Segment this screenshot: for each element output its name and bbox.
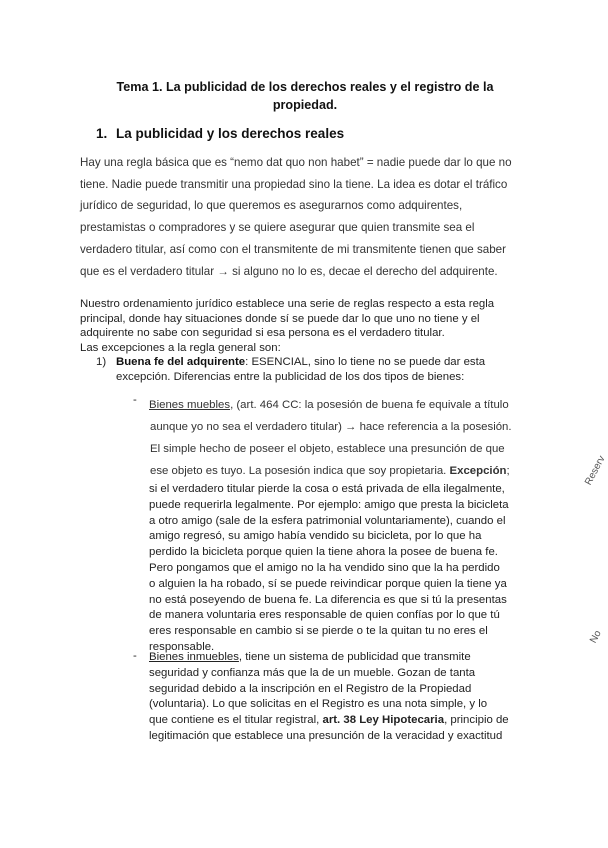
- item-rest: : ESENCIAL, sino lo tiene no se puede dar esta: [245, 356, 486, 368]
- inmuebles-line: (voluntaria). Lo que solicitas en el Registro es una nota simple, y lo: [149, 698, 488, 711]
- paragraph-line: jurídico de seguridad, lo que queremos es asegurarnos como adquirentes,: [80, 199, 463, 213]
- inmuebles-line-6: legitimación que establece una presunción de la veracidad y exactitud: [149, 729, 503, 742]
- ley-hipotecaria-ref: art. 38 Ley Hipotecaria: [322, 714, 445, 727]
- section-label: La publicidad y los derechos reales: [116, 126, 345, 141]
- detail-line: de manera voluntaria eres responsable de quien confías por lo que tú: [149, 609, 500, 622]
- paragraph-line: Nuestro ordenamiento jurídico establece una serie de reglas respecto a esta regla: [80, 298, 495, 310]
- paragraph-line: Hay una regla básica que es “nemo dat quo non habet” = nadie puede dar lo que no: [80, 156, 512, 169]
- bienes-muebles-detail: [149, 482, 529, 656]
- title-line-2: propiedad.: [272, 98, 338, 112]
- detail-line: perdido la bicicleta porque quien la tiene ahora la posee de buena fe.: [149, 546, 498, 559]
- detail-line: a otro amigo (sale de la esfera patrimonial voluntariamente), cuando el: [149, 514, 506, 527]
- exception-label: Excepción: [449, 465, 507, 477]
- detail-line: responsable.: [149, 640, 215, 653]
- inmuebles-line1-rest: , tiene un sistema de publicidad que transmite: [238, 651, 471, 663]
- bullet-dash: -: [133, 650, 137, 662]
- paragraph-line: adquirente no sabe con seguridad si esa persona es el verdadero titular.: [80, 327, 445, 340]
- inmuebles-line: seguridad debido a la inscripción en el Registro de la Propiedad: [149, 682, 472, 695]
- detail-line: puede requerirla legalmente. Por ejemplo: amigo que presta la bicicleta: [149, 498, 509, 511]
- paragraph-line: tiene. Nadie puede transmitir una propiedad sino la tiene. La idea es dotar el tráfico: [80, 177, 508, 191]
- detail-line: Pero pongamos que el amigo no la ha vendido sino que la ha perdido: [149, 561, 500, 574]
- watermark-text: No: [588, 628, 604, 646]
- intro-paragraph: [80, 152, 530, 282]
- item-line-2: excepción. Diferencias entre la publicidad de los dos tipos de bienes:: [116, 371, 465, 383]
- muebles-line-4: [149, 460, 529, 482]
- section-heading: [96, 126, 344, 141]
- title-line-1: Tema 1. La publicidad de los derechos reales y el registro de la: [116, 80, 494, 94]
- muebles-line-2: aunque yo no sea el verdadero titular) → hace referencia a la posesión.: [150, 421, 512, 433]
- item-number: 1): [96, 356, 107, 368]
- muebles-line-1: [149, 394, 529, 416]
- bienes-inmuebles-block: [149, 650, 529, 745]
- item-text: [116, 355, 485, 370]
- document-title: [100, 78, 510, 114]
- paragraph-line: que es el verdadero titular → si alguno no lo es, decae el derecho del adquirente.: [80, 264, 498, 278]
- paragraph-line: prestamistas o compradores y se quiere asegurar que quien transmite sea el: [80, 221, 475, 235]
- paragraph-line: Las excepciones a la regla general son:: [80, 341, 281, 354]
- detail-line: amigo regresó, su amigo había vendido su bicicleta, por lo que ha: [149, 530, 482, 543]
- inmuebles-line5-pre: que contiene es el titular registral,: [149, 714, 323, 727]
- muebles-line4-pre: ese objeto es tuyo. La posesión indica que soy propietaria.: [150, 465, 450, 477]
- paragraph-line: principal, donde hay situaciones donde sí se puede dar lo que uno no tiene y el: [80, 312, 480, 325]
- bienes-muebles-block: [149, 394, 529, 482]
- inmuebles-line5-post: , principio de: [444, 714, 509, 727]
- bullet-dash: -: [133, 394, 137, 406]
- detail-line: eres responsable en cambio si se pierde o te la quitan tu no eres el: [149, 625, 488, 638]
- muebles-line4-post: ;: [506, 465, 510, 477]
- detail-line: o alguien la ha robado, sí se puede reivindicar porque quien la tiene ya: [149, 577, 507, 590]
- inmuebles-line-1: [149, 650, 529, 666]
- muebles-label: Bienes muebles: [149, 399, 231, 411]
- paragraph-line: verdadero titular, así como con el transmitente de mi transmitente tienen que saber: [80, 242, 506, 256]
- detail-line: no está poseyendo de buena fe. La diferencia es que si tú la presentas: [149, 593, 507, 606]
- muebles-line-3: El simple hecho de poseer el objeto, establece una presunción de que: [150, 443, 505, 455]
- detail-line: si el verdadero titular pierde la cosa o está privada de ella ilegalmente,: [149, 483, 505, 495]
- item-bold: Buena fe del adquirente: [116, 356, 246, 368]
- inmuebles-line-5: [149, 713, 529, 729]
- exceptions-paragraph: [80, 297, 520, 355]
- inmuebles-line: seguridad y confianza más que la de un mueble. Gozan de tanta: [149, 666, 476, 679]
- inmuebles-label: Bienes inmuebles: [149, 651, 239, 663]
- muebles-line1-rest: , (art. 464 CC: la posesión de buena fe equivale a título: [230, 399, 509, 411]
- watermark-text: Reserv: [583, 454, 608, 488]
- section-number: 1.: [96, 126, 108, 141]
